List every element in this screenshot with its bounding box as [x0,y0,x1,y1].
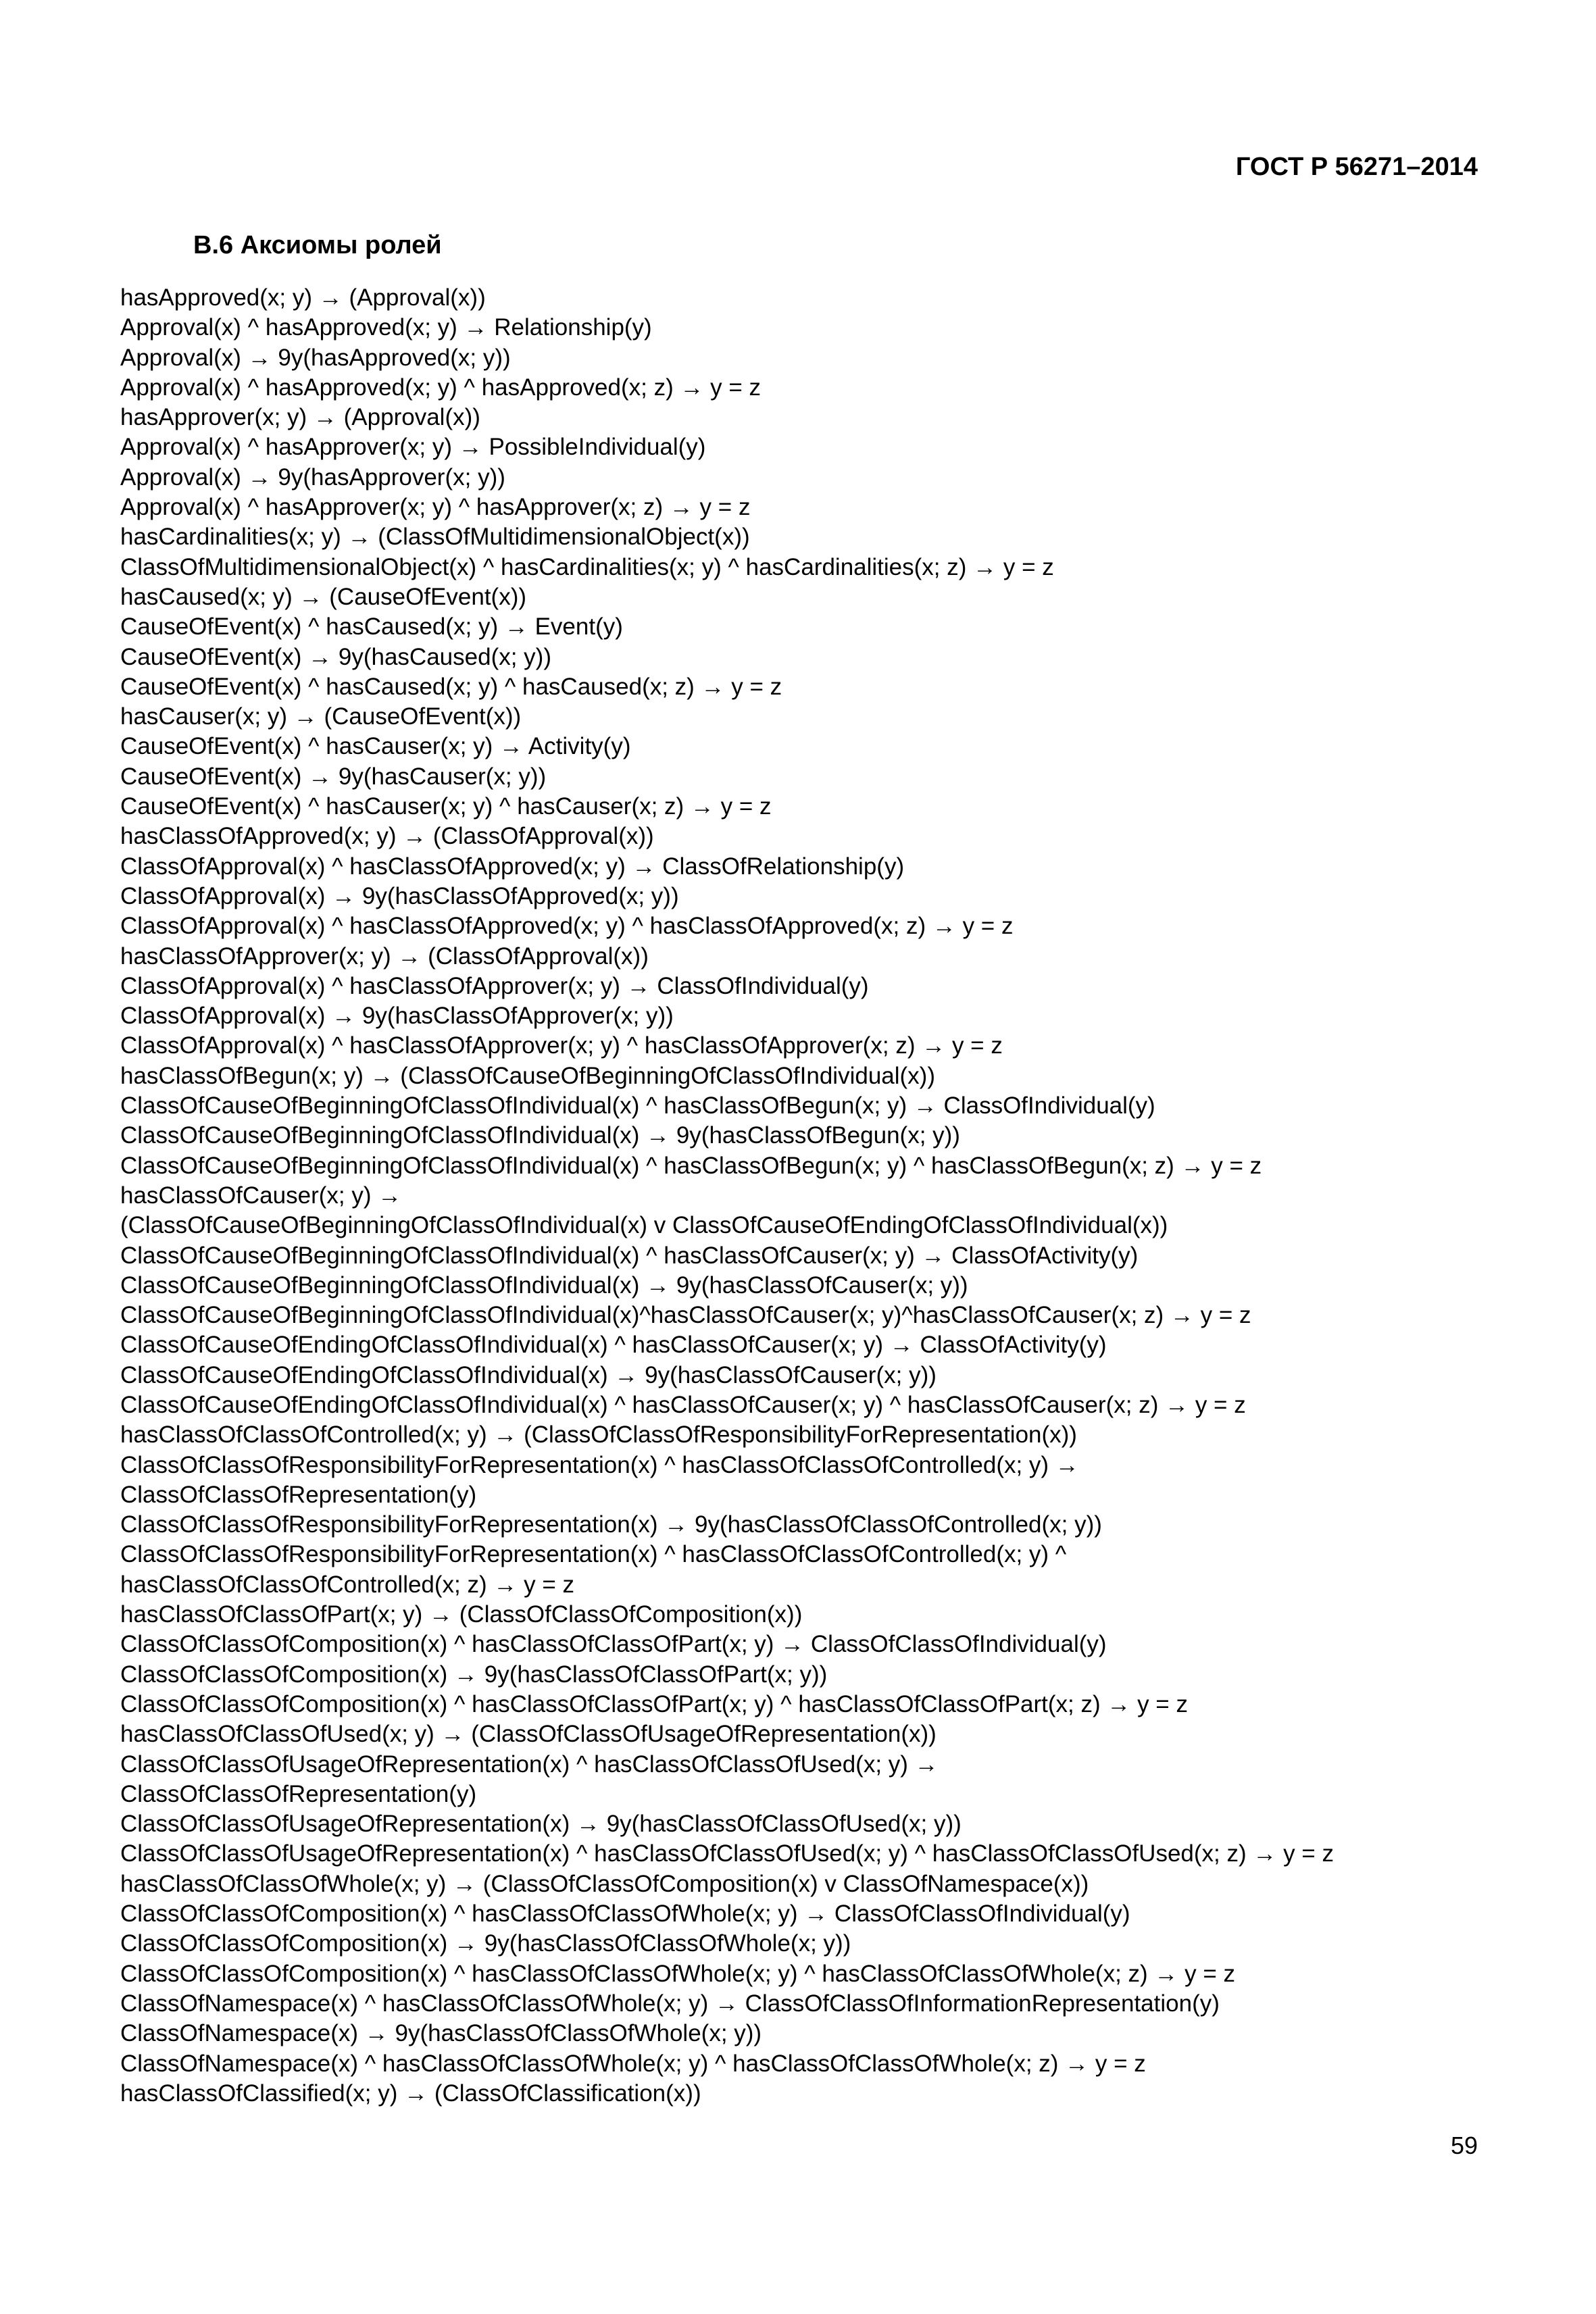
axiom-line: Approval(x) → 9y(hasApproved(x; y)) [120,344,511,371]
axiom-line: ClassOfClassOfUsageOfRepresentation(x) ^ hasClassOfClassOfUsed(x; y) → [120,1751,939,1778]
axiom-line: hasClassOfClassOfWhole(x; y) → (ClassOfClassOfComposition(x) v ClassOfNamespace(x)) [120,1870,1089,1897]
axiom-line: hasClassOfClassOfUsed(x; y) → (ClassOfClassOfUsageOfRepresentation(x)) [120,1721,937,1748]
axiom-line: ClassOfClassOfUsageOfRepresentation(x) ^ hasClassOfClassOfUsed(x; y) ^ hasClassOfClassOfUsed(x; z) → y = z [120,1840,1334,1867]
axiom-line: ClassOfCauseOfBeginningOfClassOfIndividual(x) ^ hasClassOfCauser(x; y) → ClassOfActivity(y) [120,1242,1139,1269]
page-number: 59 [1450,2132,1478,2159]
axiom-line: hasApprover(x; y) → (Approval(x)) [120,404,480,431]
axiom-line: hasClassOfClassOfControlled(x; y) → (ClassOfClassOfResponsibilityForRepresentation(x)) [120,1422,1077,1449]
axiom-line: ClassOfClassOfResponsibilityForRepresentation(x) ^ hasClassOfClassOfControlled(x; y) ^ [120,1541,1067,1568]
axiom-line: hasCauser(x; y) → (CauseOfEvent(x)) [120,703,522,730]
document-code: ГОСТ Р 56271–2014 [1235,153,1478,181]
axiom-line: hasClassOfClassOfControlled(x; z) → y = z [120,1571,574,1598]
axiom-line: hasClassOfApproved(x; y) → (ClassOfApproval(x)) [120,823,654,850]
axiom-line: ClassOfCauseOfEndingOfClassOfIndividual(x) → 9y(hasClassOfCauser(x; y)) [120,1361,937,1388]
axiom-line: Approval(x) ^ hasApprover(x; y) ^ hasApprover(x; z) → y = z [120,494,751,521]
axiom-line: hasClassOfClassOfPart(x; y) → (ClassOfClassOfComposition(x)) [120,1601,803,1628]
axiom-line: ClassOfCauseOfBeginningOfClassOfIndividual(x)^hasClassOfCauser(x; y)^hasClassOfCauser(x; z) → y = z [120,1302,1251,1329]
axiom-line: ClassOfCauseOfBeginningOfClassOfIndividual(x) ^ hasClassOfBegun(x; y) → ClassOfIndividual(y) [120,1092,1155,1120]
axiom-line: ClassOfCauseOfBeginningOfClassOfIndividual(x) → 9y(hasClassOfBegun(x; y)) [120,1122,960,1149]
axiom-line: (ClassOfCauseOfBeginningOfClassOfIndividual(x) v ClassOfCauseOfEndingOfClassOfIndividual(x)) [120,1212,1168,1239]
axiom-line: Approval(x) ^ hasApproved(x; y) → Relationship(y) [120,314,652,341]
axiom-line: ClassOfApproval(x) ^ hasClassOfApproved(x; y) → ClassOfRelationship(y) [120,853,905,880]
axiom-line: ClassOfClassOfResponsibilityForRepresentation(x) ^ hasClassOfClassOfControlled(x; y) → [120,1451,1079,1478]
axiom-line: ClassOfClassOfRepresentation(y) [120,1780,477,1807]
axiom-line: Approval(x) ^ hasApproved(x; y) ^ hasApproved(x; z) → y = z [120,374,762,401]
axiom-line: ClassOfApproval(x) ^ hasClassOfApprover(x; y) → ClassOfIndividual(y) [120,972,869,999]
axiom-line: CauseOfEvent(x) → 9y(hasCauser(x; y)) [120,763,547,790]
axiom-line: ClassOfClassOfComposition(x) ^ hasClassOfClassOfPart(x; y) → ClassOfClassOfIndividual(y) [120,1631,1107,1658]
axiom-line: ClassOfClassOfComposition(x) ^ hasClassOfClassOfWhole(x; y) ^ hasClassOfClassOfWhole(x; z) → y = z [120,1960,1236,1987]
axiom-line: Approval(x) ^ hasApprover(x; y) → PossibleIndividual(y) [120,434,706,461]
axiom-line: ClassOfNamespace(x) → 9y(hasClassOfClassOfWhole(x; y)) [120,2020,762,2047]
axiom-line: CauseOfEvent(x) → 9y(hasCaused(x; y)) [120,643,551,670]
axiom-line: ClassOfClassOfComposition(x) → 9y(hasClassOfClassOfWhole(x; y)) [120,1930,851,1957]
axiom-line: ClassOfNamespace(x) ^ hasClassOfClassOfWhole(x; y) ^ hasClassOfClassOfWhole(x; z) → y = z [120,2050,1146,2077]
axiom-line: ClassOfApproval(x) → 9y(hasClassOfApproved(x; y)) [120,882,679,909]
axiom-line: ClassOfMultidimensionalObject(x) ^ hasCardinalities(x; y) ^ hasCardinalities(x; z) → y = z [120,553,1054,580]
axiom-line: CauseOfEvent(x) ^ hasCauser(x; y) → Activity(y) [120,733,631,760]
axiom-line: hasClassOfBegun(x; y) → (ClassOfCauseOfBeginningOfClassOfIndividual(x)) [120,1062,935,1089]
axiom-line: CauseOfEvent(x) ^ hasCaused(x; y) ^ hasCaused(x; z) → y = z [120,673,782,700]
axiom-line: ClassOfCauseOfBeginningOfClassOfIndividual(x) ^ hasClassOfBegun(x; y) ^ hasClassOfBegun(x; z) → y = z [120,1152,1262,1179]
axiom-line: ClassOfClassOfComposition(x) ^ hasClassOfClassOfPart(x; y) ^ hasClassOfClassOfPart(x; z) → y = z [120,1690,1188,1717]
section-title: В.6 Аксиомы ролей [193,231,442,259]
axiom-line: ClassOfCauseOfEndingOfClassOfIndividual(x) ^ hasClassOfCauser(x; y) ^ hasClassOfCauser(x; z) → y = z [120,1391,1246,1418]
axiom-line: Approval(x) → 9y(hasApprover(x; y)) [120,463,505,491]
axiom-line: hasApproved(x; y) → (Approval(x)) [120,284,486,311]
axiom-line: ClassOfClassOfUsageOfRepresentation(x) → 9y(hasClassOfClassOfUsed(x; y)) [120,1811,962,1838]
axiom-list [120,283,1515,2109]
axiom-line: CauseOfEvent(x) ^ hasCauser(x; y) ^ hasCauser(x; z) → y = z [120,793,772,820]
axiom-line: hasCaused(x; y) → (CauseOfEvent(x)) [120,583,527,610]
axiom-line: ClassOfApproval(x) → 9y(hasClassOfApprover(x; y)) [120,1003,674,1030]
axiom-line: hasClassOfApprover(x; y) → (ClassOfApproval(x)) [120,942,649,970]
axiom-line: ClassOfCauseOfBeginningOfClassOfIndividual(x) → 9y(hasClassOfCauser(x; y)) [120,1272,968,1299]
axiom-line: ClassOfClassOfRepresentation(y) [120,1481,477,1508]
axiom-line: ClassOfClassOfComposition(x) ^ hasClassOfClassOfWhole(x; y) → ClassOfClassOfIndividual(y) [120,1901,1130,1928]
axiom-line: ClassOfClassOfResponsibilityForRepresentation(x) → 9y(hasClassOfClassOfControlled(x; y)) [120,1511,1102,1538]
axiom-line: hasCardinalities(x; y) → (ClassOfMultidimensionalObject(x)) [120,524,750,551]
axiom-line: ClassOfCauseOfEndingOfClassOfIndividual(x) ^ hasClassOfCauser(x; y) → ClassOfActivity(y) [120,1332,1107,1359]
axiom-line: ClassOfApproval(x) ^ hasClassOfApproved(x; y) ^ hasClassOfApproved(x; z) → y = z [120,913,1014,940]
axiom-line: CauseOfEvent(x) ^ hasCaused(x; y) → Event(y) [120,613,623,640]
axiom-line: ClassOfClassOfComposition(x) → 9y(hasClassOfClassOfPart(x; y)) [120,1661,828,1688]
axiom-line: hasClassOfClassified(x; y) → (ClassOfClassification(x)) [120,2080,701,2107]
axiom-line: hasClassOfCauser(x; y) → [120,1182,402,1209]
axiom-line: ClassOfApproval(x) ^ hasClassOfApprover(x; y) ^ hasClassOfApprover(x; z) → y = z [120,1032,1003,1059]
axiom-line: ClassOfNamespace(x) ^ hasClassOfClassOfWhole(x; y) → ClassOfClassOfInformationRepresentation(y) [120,1990,1220,2017]
